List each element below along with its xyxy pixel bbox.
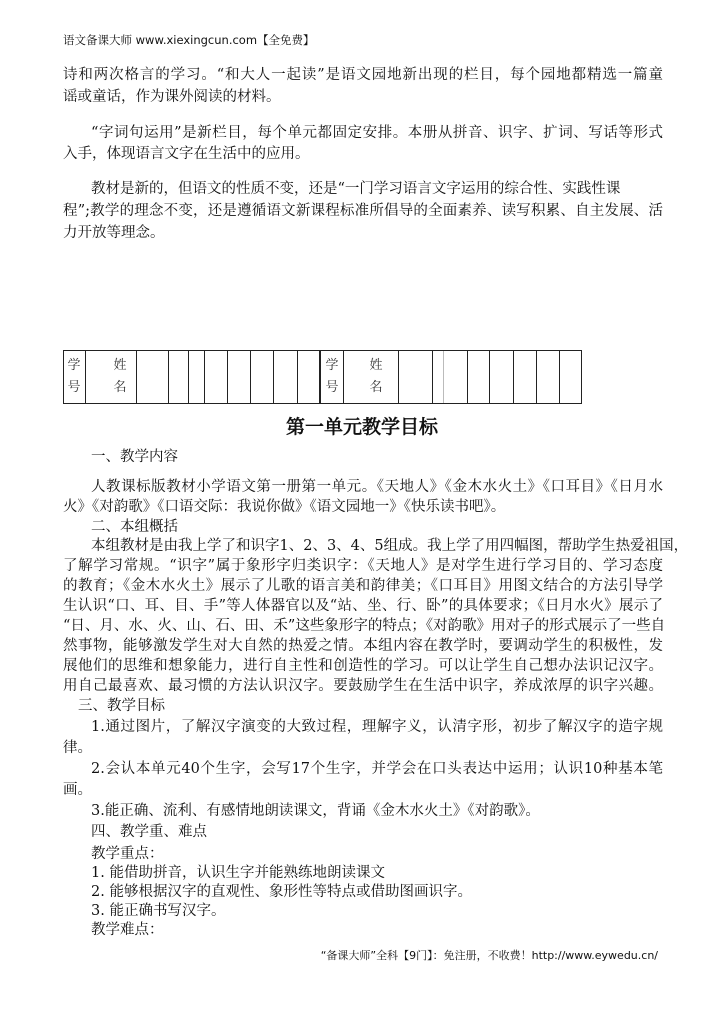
text-line: 程”;教学的理念不变，还是遵循语文新课程标准所倡导的全面素养、读写积累、自主发展、活 [63, 203, 663, 219]
text-line: 力开放等理念。 [63, 225, 165, 241]
section-heading: 一、教学内容 [91, 449, 178, 465]
text-line: 火》《对韵歌》《口语交际：我说你做》《语文园地一》《快乐读书吧》。 [63, 499, 506, 515]
text-line: 用自己最喜欢、最习惯的方法认识汉字。要鼓励学生在生活中识字，养成浓厚的识字兴趣。 [63, 678, 663, 694]
header-cell-number: 学 号 [67, 358, 81, 395]
student-table [63, 350, 582, 404]
text-line: 入手，体现语言文字在生活中的应用。 [63, 146, 310, 162]
text-line: 本组教材是由我上学了和识字1、2、3、4、5组成。我上学了用四幅图，帮助学生热爱祖国， [91, 538, 689, 554]
text-line: 人教课标版教材小学语文第一册第一单元。《天地人》《金木水火土》《口耳目》《日月水 [91, 479, 663, 495]
section-heading: 三、教学目标 [78, 698, 165, 714]
text-line: 3.能正确、流利、有感情地朗读课文，背诵《金木水火土》《对韵歌》。 [91, 803, 540, 819]
text-line: 1.通过图片，了解汉字演变的大致过程，理解字义，认清字形，初步了解汉字的造字规 [91, 719, 663, 735]
text-line: 谣或童话，作为课外阅读的材料。 [63, 89, 281, 105]
page-title: 第一单元教学目标 [285, 416, 438, 438]
page-footer: “备课大师”全科【9门】：免注册，不收费！http://www.eywedu.cn/ [320, 949, 658, 962]
text-line: 教材是新的，但语文的性质不变，还是“一门学习语言文字运用的综合性、实践性课 [91, 181, 621, 197]
text-line: 3. 能正确书写汉字。 [91, 903, 226, 919]
text-line: 诗和两次格言的学习。“和大人一起读”是语文园地新出现的栏目，每个园地都精选一篇童 [63, 67, 663, 83]
section-heading: 二、本组概括 [91, 519, 178, 535]
text-line: 然事物，能够激发学生对大自然的热爱之情。本组内容在教学时，要调动学生的积极性，发 [63, 638, 663, 654]
section-heading: 四、教学重、难点 [91, 824, 207, 840]
text-line: 画。 [63, 782, 92, 798]
text-line: “日、月、水、火、山、石、田、禾”这些象形字的特点；《对韵歌》用对子的形式展示了一些自 [63, 618, 666, 634]
text-line: 2. 能够根据汉字的直观性、象形性等特点或借助图画识字。 [91, 884, 472, 900]
header-cell-name: 姓 名 [113, 358, 127, 395]
header-cell-number: 学 号 [325, 358, 339, 395]
text-line: “字词句运用”是新栏目，每个单元都固定安排。本册从拼音、识字、扩词、写话等形式 [91, 125, 663, 141]
text-line: 2.会认本单元40个生字，会写17个生字，并学会在口头表达中运用；认识10种基本笔 [91, 761, 663, 777]
text-line: 律。 [63, 740, 92, 756]
page-header: 语文备课大师 www.xiexingcun.com【全免费】 [63, 33, 315, 47]
text-line: 1. 能借助拼音，认识生字并能熟练地朗读课文 [91, 865, 385, 881]
header-cell-name: 姓 名 [369, 358, 383, 395]
text-line: 了解学习常规。“识字”属于象形字归类识字：《天地人》是对学生进行学习目的、学习态度 [63, 558, 663, 574]
text-line: 教学重点： [91, 846, 164, 862]
text-line: 生认识“口、耳、目、手”等人体器官以及“站、坐、行、卧”的具体要求；《日月水火》展示了 [63, 598, 663, 614]
text-line: 教学难点： [91, 922, 164, 938]
text-line: 展他们的思维和想象能力，进行自主性和创造性的学习。可以让学生自己想办法识记汉字。 [63, 658, 663, 674]
text-line: 的教育；《金木水火土》展示了儿歌的语言美和韵律美；《口耳目》用图文结合的方法引导学 [63, 578, 663, 594]
